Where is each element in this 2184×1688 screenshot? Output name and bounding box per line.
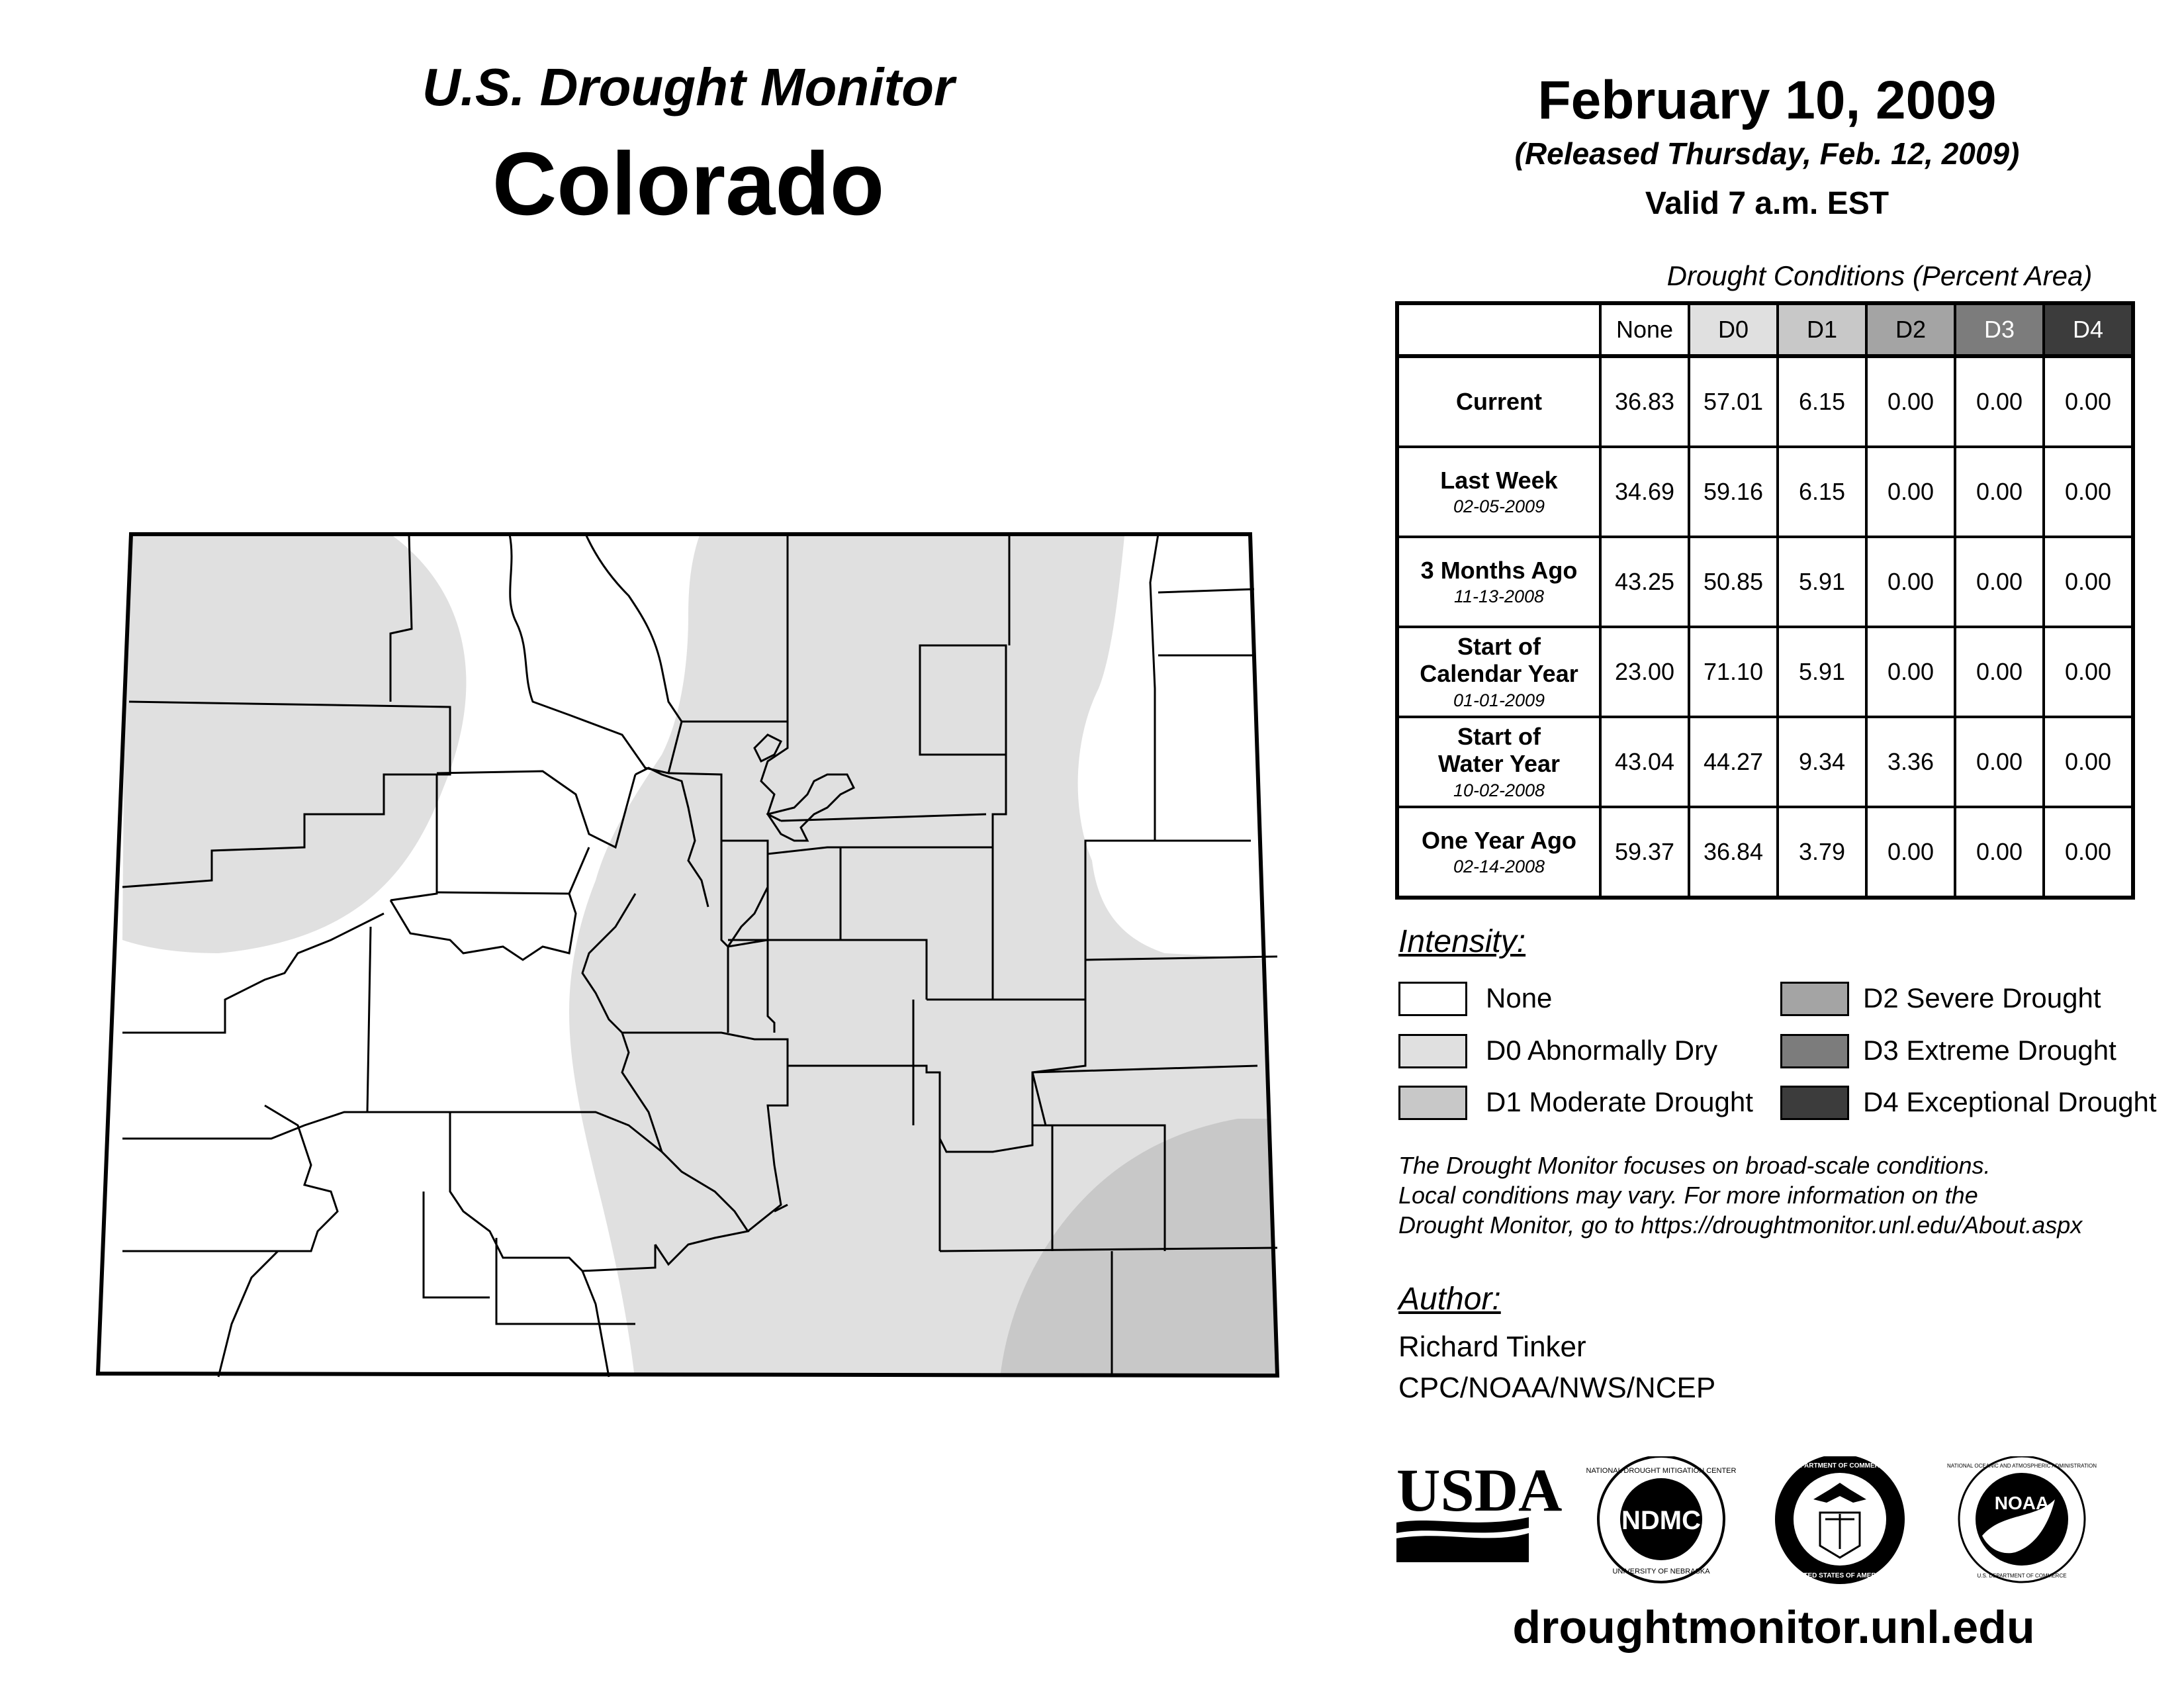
table-header-row — [1397, 303, 2133, 356]
ndmc-logo-top-text: NATIONAL DROUGHT MITIGATION CENTER — [1586, 1467, 1737, 1475]
table-row-3-months-ago — [1397, 537, 2133, 627]
release-date: (Released Thursday, Feb. 12, 2009) — [1514, 136, 2020, 171]
column-header-d2: D2 — [1866, 303, 1955, 356]
table-row-current — [1397, 356, 2133, 447]
noaa-logo — [1947, 1456, 2097, 1582]
legend-swatch-d0 — [1398, 1034, 1467, 1068]
row-date: 01-01-2009 — [1453, 690, 1545, 710]
row-label-text: 3 Months Ago — [1420, 556, 1578, 584]
column-header-d0: D0 — [1689, 303, 1778, 356]
legend-label-none: None — [1486, 982, 1553, 1013]
legend-label-d4: D4 Exceptional Drought — [1863, 1086, 2157, 1117]
row-label — [1397, 447, 1600, 537]
table-cell: 0.00 — [1866, 627, 1955, 717]
row-label-text: Last Week — [1440, 466, 1558, 494]
row-date: 02-05-2009 — [1453, 496, 1545, 517]
doc-seal-top-text: DEPARTMENT OF COMMERCE — [1791, 1462, 1889, 1470]
table-cell: 0.00 — [2044, 627, 2133, 717]
table-cell: 71.10 — [1689, 627, 1778, 717]
doc-seal-logo — [1775, 1456, 1905, 1584]
table-cell: 0.00 — [1955, 537, 2044, 627]
row-date: 10-02-2008 — [1453, 780, 1545, 800]
table-cell: 0.00 — [2044, 356, 2133, 447]
row-label — [1397, 537, 1600, 627]
table-cell: 43.04 — [1600, 717, 1689, 807]
column-header-d3: D3 — [1955, 303, 2044, 356]
table-cell: 6.15 — [1778, 356, 1866, 447]
table-cell: 0.00 — [1955, 807, 2044, 898]
legend-label-d0: D0 Abnormally Dry — [1486, 1035, 1718, 1066]
table-cell: 59.16 — [1689, 447, 1778, 537]
table-cell: 0.00 — [2044, 537, 2133, 627]
author-org: CPC/NOAA/NWS/NCEP — [1398, 1372, 1716, 1404]
table-cell: 57.01 — [1689, 356, 1778, 447]
column-header-d1: D1 — [1778, 303, 1866, 356]
website-url: droughtmonitor.unl.edu — [1512, 1601, 2035, 1653]
column-header-none: None — [1600, 303, 1689, 356]
row-label-text: Current — [1455, 388, 1542, 416]
noaa-ring-text: NATIONAL OCEANIC AND ATMOSPHERIC ADMINISTRATION — [1947, 1463, 2097, 1469]
table-cell: 36.83 — [1600, 356, 1689, 447]
valid-date: February 10, 2009 — [1537, 70, 1997, 130]
table-cell: 23.00 — [1600, 627, 1689, 717]
table-cell: 50.85 — [1689, 537, 1778, 627]
drought-stats-table — [1395, 301, 2135, 900]
row-label — [1397, 356, 1600, 447]
row-label-text: One Year Ago — [1421, 826, 1577, 854]
table-row-last-week — [1397, 447, 2133, 537]
table-cell: 59.37 — [1600, 807, 1689, 898]
legend-swatch-d4 — [1780, 1086, 1849, 1120]
ndmc-logo — [1586, 1456, 1737, 1582]
partner-logos — [1396, 1456, 2184, 1589]
table-cell: 9.34 — [1778, 717, 1866, 807]
table-cell: 0.00 — [1955, 447, 2044, 537]
disclaimer-note — [1398, 1150, 2082, 1240]
noaa-bottom-text: U.S. DEPARTMENT OF COMMERCE — [1977, 1573, 2067, 1579]
map-title: Colorado — [492, 134, 885, 234]
table-cell: 3.79 — [1778, 807, 1866, 898]
table-row-start-water-year — [1397, 717, 2133, 807]
legend-swatch-none — [1398, 982, 1467, 1016]
table-cell: 5.91 — [1778, 537, 1866, 627]
table-cell: 34.69 — [1600, 447, 1689, 537]
table-cell: 5.91 — [1778, 627, 1866, 717]
table-caption: Drought Conditions (Percent Area) — [1666, 260, 2093, 291]
table-cell: 3.36 — [1866, 717, 1955, 807]
row-label — [1397, 717, 1600, 807]
legend-swatch-d1 — [1398, 1086, 1467, 1120]
table-row-start-calendar-year — [1397, 627, 2133, 717]
legend-label-d2: D2 Severe Drought — [1863, 982, 2101, 1013]
row-label-text: Start of Calendar Year — [1420, 633, 1578, 688]
note-line: Local conditions may vary. For more information on the — [1398, 1182, 1978, 1209]
ndmc-logo-text: NDMC — [1621, 1506, 1701, 1535]
row-date: 11-13-2008 — [1453, 586, 1545, 607]
row-date: 02-14-2008 — [1453, 857, 1545, 877]
table-cell: 44.27 — [1689, 717, 1778, 807]
table-cell: 0.00 — [1866, 537, 1955, 627]
table-cell: 36.84 — [1689, 807, 1778, 898]
table-cell: 0.00 — [2044, 447, 2133, 537]
table-cell: 0.00 — [1866, 807, 1955, 898]
note-line: The Drought Monitor focuses on broad-scale conditions. — [1398, 1152, 1991, 1179]
noaa-logo-text: NOAA — [1994, 1493, 2050, 1513]
ndmc-logo-bottom-text: UNIVERSITY OF NEBRASKA — [1612, 1568, 1710, 1575]
table-cell: 0.00 — [1955, 627, 2044, 717]
table-cell: 43.25 — [1600, 537, 1689, 627]
row-label — [1397, 627, 1600, 717]
table-cell: 0.00 — [1955, 717, 2044, 807]
row-label-text: Start of Water Year — [1437, 723, 1561, 778]
usda-logo-text: USDA — [1396, 1456, 1563, 1524]
author-heading: Author: — [1398, 1282, 1501, 1317]
table-cell: 0.00 — [1955, 356, 2044, 447]
note-line: Drought Monitor, go to https://droughtmonitor.unl.edu/About.aspx — [1398, 1211, 2083, 1239]
column-header-d4: D4 — [2044, 303, 2133, 356]
legend-label-d3: D3 Extreme Drought — [1863, 1035, 2116, 1066]
legend-label-d1: D1 Moderate Drought — [1486, 1086, 1753, 1117]
row-label — [1397, 807, 1600, 898]
valid-time: Valid 7 a.m. EST — [1645, 186, 1889, 221]
table-cell: 6.15 — [1778, 447, 1866, 537]
legend-swatch-d2 — [1780, 982, 1849, 1016]
legend-swatch-d3 — [1780, 1034, 1849, 1068]
map-subtitle: U.S. Drought Monitor — [422, 58, 955, 117]
table-cell: 0.00 — [2044, 807, 2133, 898]
table-row-one-year-ago — [1397, 807, 2133, 898]
usda-logo — [1396, 1456, 1562, 1562]
table-corner — [1397, 303, 1600, 356]
doc-seal-bottom-text: UNITED STATES OF AMERICA — [1792, 1572, 1888, 1579]
table-cell: 0.00 — [2044, 717, 2133, 807]
legend-heading: Intensity: — [1398, 924, 1526, 959]
author-name: Richard Tinker — [1398, 1331, 1586, 1363]
table-cell: 0.00 — [1866, 447, 1955, 537]
table-cell: 0.00 — [1866, 356, 1955, 447]
